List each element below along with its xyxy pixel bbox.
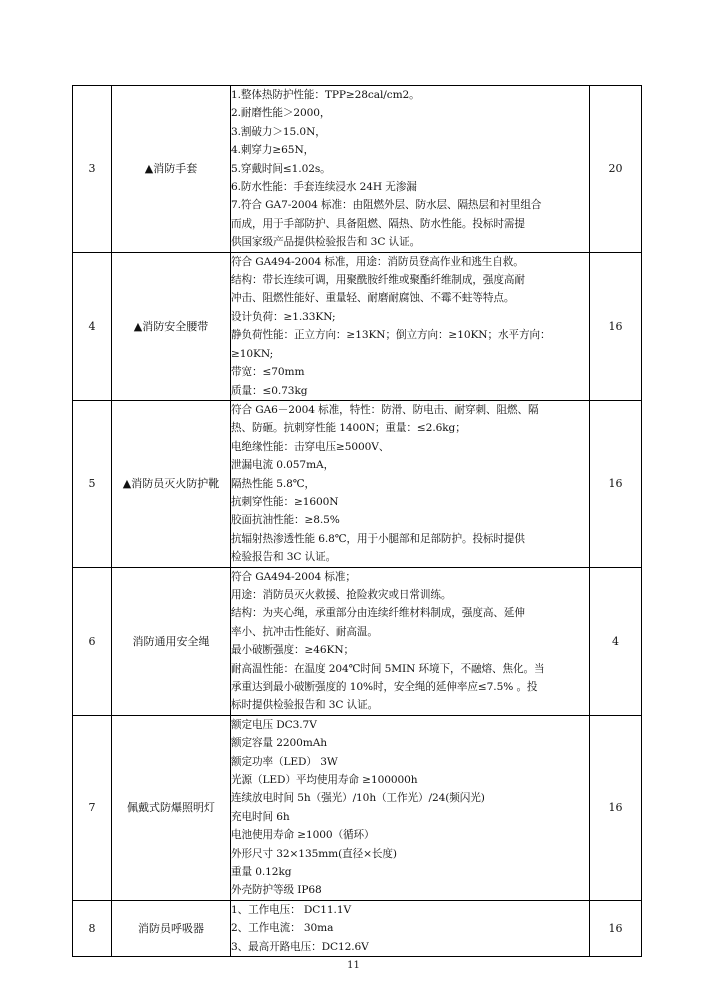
spec-line: 率小、抗冲击性能好、耐高温。 (231, 625, 378, 638)
item-specification (231, 252, 590, 400)
table-row (73, 400, 642, 567)
spec-line: 3、最高开路电压：DC12.6V (231, 940, 369, 953)
spec-line: 抗辐射热渗透性能 6.8℃，用于小腿部和足部防护。投标时提供 (231, 532, 525, 545)
spec-line: 隔热性能 5.8℃， (231, 477, 316, 490)
spec-line: 热、防砸。抗刺穿性能 1400N；重量：≤2.6kg； (231, 422, 466, 435)
item-name: 消防员呼吸器 (112, 900, 231, 956)
row-number: 8 (73, 900, 112, 956)
spec-line: 3.割破力＞15.0N， (231, 125, 326, 138)
item-quantity: 16 (590, 400, 642, 567)
spec-line: 胶面抗油性能：≥8.5% (231, 514, 340, 527)
spec-line: 泄漏电流 0.057mA， (231, 459, 335, 472)
spec-line: 光源（LED）平均使用寿命 ≥100000h (231, 774, 418, 787)
spec-line: 连续放电时间 5h（强光）/10h（工作光）/24(频闪光) (231, 792, 485, 805)
spec-line: 用途：消防员灭火救援、抢险救灾或日常训练。 (231, 588, 452, 601)
spec-line: 设计负荷：≥1.33KN; (231, 310, 336, 323)
item-specification (231, 567, 590, 715)
row-number: 3 (73, 86, 112, 253)
spec-line: 标时提供检验报告和 3C 认证。 (231, 699, 379, 712)
table-row (73, 900, 642, 956)
spec-line: 2.耐磨性能＞2000， (231, 107, 331, 120)
spec-line: 符合 GA494-2004 标准，用途：消防员登高作业和逃生自救。 (231, 255, 524, 268)
spec-line: 额定功率（LED） 3W (231, 755, 338, 768)
table-row (73, 252, 642, 400)
item-name: ▲消防手套 (112, 86, 231, 253)
spec-line: 检验报告和 3C 认证。 (231, 551, 337, 564)
spec-line: ≥10KN; (231, 347, 274, 360)
row-number: 4 (73, 252, 112, 400)
row-number: 7 (73, 715, 112, 900)
spec-table-body (73, 86, 642, 957)
spec-line: 电池使用寿命 ≥1000（循环） (231, 829, 375, 842)
spec-line: 4.刺穿力≥65N， (231, 144, 315, 157)
page-number: 11 (347, 960, 360, 971)
spec-line: 电绝缘性能：击穿电压≥5000V、 (231, 440, 390, 453)
spec-line: 外壳防护等级 IP68 (231, 884, 322, 897)
row-number: 6 (73, 567, 112, 715)
item-name: 佩戴式防爆照明灯 (112, 715, 231, 900)
item-name: ▲消防安全腰带 (112, 252, 231, 400)
item-name: ▲消防员灭火防护靴 (112, 400, 231, 567)
table-row (73, 715, 642, 900)
table-row (73, 86, 642, 253)
spec-line: 而成，用于手部防护、具备阻燃、隔热、防水性能。投标时需提 (231, 217, 525, 230)
spec-line: 充电时间 6h (231, 810, 290, 823)
item-name: 消防通用安全绳 (112, 567, 231, 715)
item-quantity: 4 (590, 567, 642, 715)
item-specification (231, 900, 590, 956)
spec-line: 7.符合 GA7-2004 标准：由阻燃外层、防水层、隔热层和衬里组合 (231, 199, 542, 212)
spec-line: 5.穿戴时间≤1.02s。 (231, 162, 331, 175)
spec-line: 供国家级产品提供检验报告和 3C 认证。 (231, 236, 421, 249)
table-row (73, 567, 642, 715)
spec-line: 最小破断强度：≥46KN； (231, 644, 354, 657)
spec-line: 静负荷性能：正立方向：≥13KN；倒立方向：≥10KN；水平方向： (231, 329, 551, 342)
spec-line: 2、工作电流： 30ma (231, 922, 334, 935)
spec-line: 抗刺穿性能：≥1600N (231, 495, 339, 508)
equipment-spec-table (72, 85, 642, 957)
spec-line: 1、工作电压： DC11.1V (231, 903, 352, 916)
spec-line: 质量：≤0.73kg (231, 384, 308, 397)
spec-line: 6.防水性能：手套连续浸水 24H 无渗漏 (231, 181, 417, 194)
item-specification (231, 400, 590, 567)
spec-line: 外形尺寸 32×135mm(直径×长度) (231, 847, 397, 860)
item-quantity: 20 (590, 86, 642, 253)
item-quantity: 16 (590, 715, 642, 900)
item-specification (231, 715, 590, 900)
spec-line: 耐高温性能：在温度 204℃时间 5MIN 环境下，不融熔、焦化。当 (231, 662, 545, 675)
spec-line: 结构：为夹心绳，承重部分由连续纤维材料制成，强度高、延伸 (231, 607, 525, 620)
spec-line: 承重达到最小破断强度的 10%时，安全绳的延伸率应≤7.5% 。投 (231, 681, 538, 693)
spec-line: 符合 GA6－2004 标准，特性：防滑、防电击、耐穿刺、阻燃、隔 (231, 403, 539, 416)
row-number: 5 (73, 400, 112, 567)
spec-line: 带宽：≤70mm (231, 366, 305, 379)
item-quantity: 16 (590, 900, 642, 956)
spec-line: 冲击、阻燃性能好、重量轻、耐磨耐腐蚀、不霉不蛀等特点。 (231, 292, 515, 305)
spec-line: 额定容量 2200mAh (231, 737, 328, 750)
item-quantity: 16 (590, 252, 642, 400)
spec-line: 1.整体热防护性能：TPP≥28cal/cm2。 (231, 89, 420, 101)
spec-line: 符合 GA494-2004 标准； (231, 570, 356, 583)
spec-line: 结构：带长连续可调，用聚酰胺纤维或聚酯纤维制成，强度高耐 (231, 274, 525, 287)
item-specification (231, 86, 590, 253)
spec-line: 额定电压 DC3.7V (231, 718, 317, 731)
spec-line: 重量 0.12kg (231, 866, 292, 879)
